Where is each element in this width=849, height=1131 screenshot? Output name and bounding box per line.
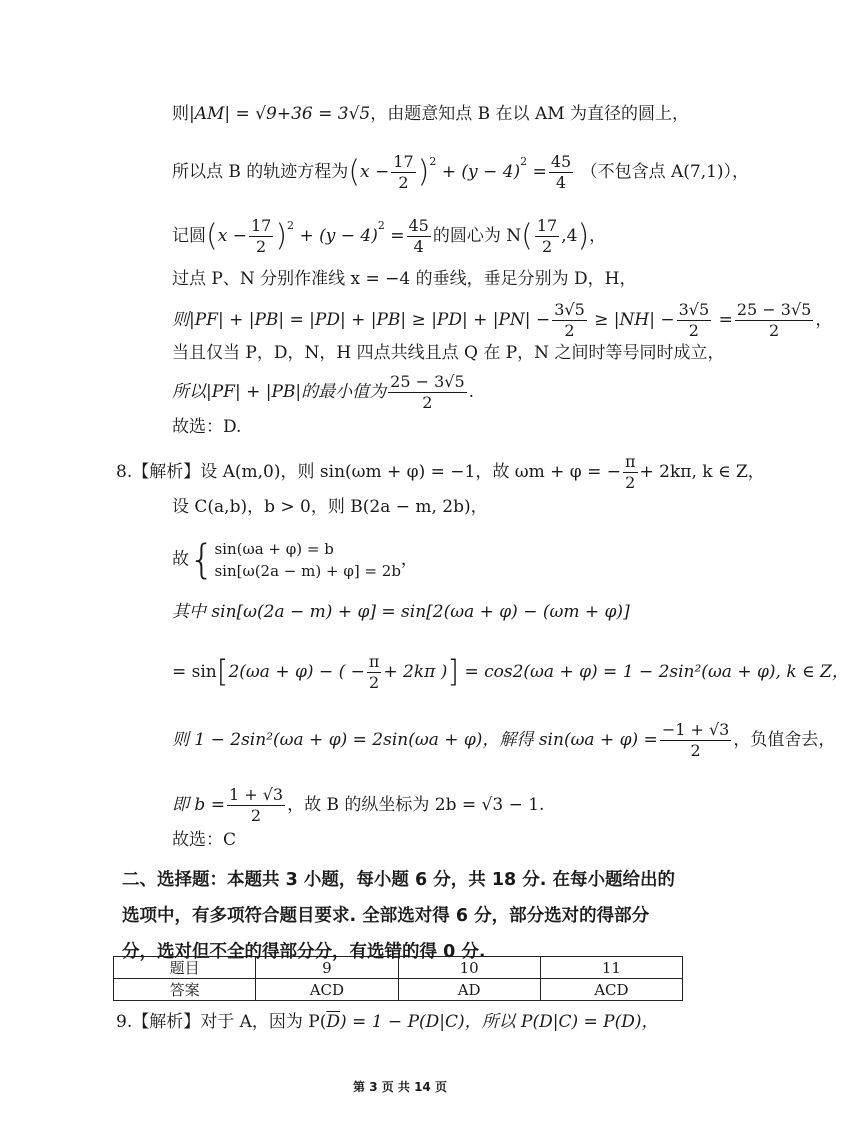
q7-line-2: 所以点 B 的轨迹方程为(x − $\frac{17}{2}$ )$^2 + (y - 4)^2$ = $\frac{45}{4}$ （不包含点 A(7,1)），	[172, 152, 750, 192]
table-cell: 9	[256, 957, 398, 979]
page-footer: 第 3 页 共 14 页	[353, 1080, 447, 1094]
q7-line-3: 记圆(x − $\frac{17}{2}$ )$^2 + (y - 4)^2$ = $\frac{45}{4}$ 的圆心为 N( $\frac{17}{2}$ ,4)，	[172, 216, 607, 256]
q8-line-1: 8.【解析】设 A(m,0)，则 sin(ωm + φ) = −1，故 ωm + φ = − $\frac{\pi}{2}$ + 2kπ, k ∈ Z，	[116, 452, 765, 492]
table-cell: ACD	[540, 979, 682, 1001]
q7-line-7: 所以|PF| + |PB|的最小值为 $\frac{25 - 3√5}{2}$ .	[172, 372, 475, 412]
q8-line-7: 即 b = $\frac{1 + √3}{2}$ ，故 B 的纵坐标为 2b = √3 − 1.	[172, 785, 545, 825]
table-row	[114, 957, 683, 979]
q8-line-2: 设 C(a,b)，b > 0，则 B(2a − m, 2b)，	[172, 497, 488, 517]
q7-answer: 故选：D.	[172, 417, 242, 437]
table-cell: ACD	[256, 979, 398, 1001]
q7-line-1: 则|AM| = √9+36 = 3√5，由题意知点 B 在以 AM 为直径的圆上，	[172, 104, 690, 124]
q8-line-6: 则 1 − 2sin²(ωa + φ) = 2sin(ωa + φ)，解得 sin(ωa + φ) = $\frac{-1 + √3}{2}$ ，负值舍去，	[172, 720, 836, 760]
q7-line-5: 则|PF| + |PB| = |PD| + |PB| ≥ |PD| + |PN| − $\frac{3√5}{2}$ ≥ |NH| − $\frac{3√5}{2}$ = $\frac{25 - 3√5}{2}$ ，	[172, 300, 833, 340]
table-row	[114, 979, 683, 1001]
q8-line-3: 故{ sin(ωa + φ) = b sin[ω(2a − m) + φ] = 2b ，	[172, 537, 418, 583]
q9-line-1: 9.【解析】对于 A，因为 $P(\overline{D}) = 1 - P(D|C)$，所以 P(D|C) = P(D)，	[116, 1012, 659, 1032]
table-cell: 题目	[114, 957, 256, 979]
answer-table	[113, 956, 683, 1001]
q8-line-5: = sin[2(ωa + φ) − ( − $\frac{\pi}{2}$ + 2kπ )] = cos2(ωa + φ) = 1 − 2sin²(ωa + φ), k ∈ Z，	[172, 652, 849, 692]
q8-answer: 故选：C	[172, 830, 237, 850]
table-cell: 10	[398, 957, 540, 979]
q8-line-4: 其中 sin[ω(2a − m) + φ] = sin[2(ωa + φ) − (ωm + φ)]	[172, 602, 630, 622]
table-cell: AD	[398, 979, 540, 1001]
q7-line-6: 当且仅当 P，D，N，H 四点共线且点 Q 在 P，N 之间时等号同时成立，	[172, 343, 725, 363]
q7-line-4: 过点 P、N 分别作准线 x = −4 的垂线，垂足分别为 D，H，	[172, 269, 637, 289]
table-cell: 11	[540, 957, 682, 979]
section-2-heading: 二、选择题：本题共 3 小题，每小题 6 分，共 18 分. 在每小题给出的选项中，有多项符合题目要求. 全部选对得 6 分，部分选对的得部分分，选对但不全的得部分分，有选错的得 0 分.	[122, 870, 675, 962]
table-cell: 答案	[114, 979, 256, 1001]
